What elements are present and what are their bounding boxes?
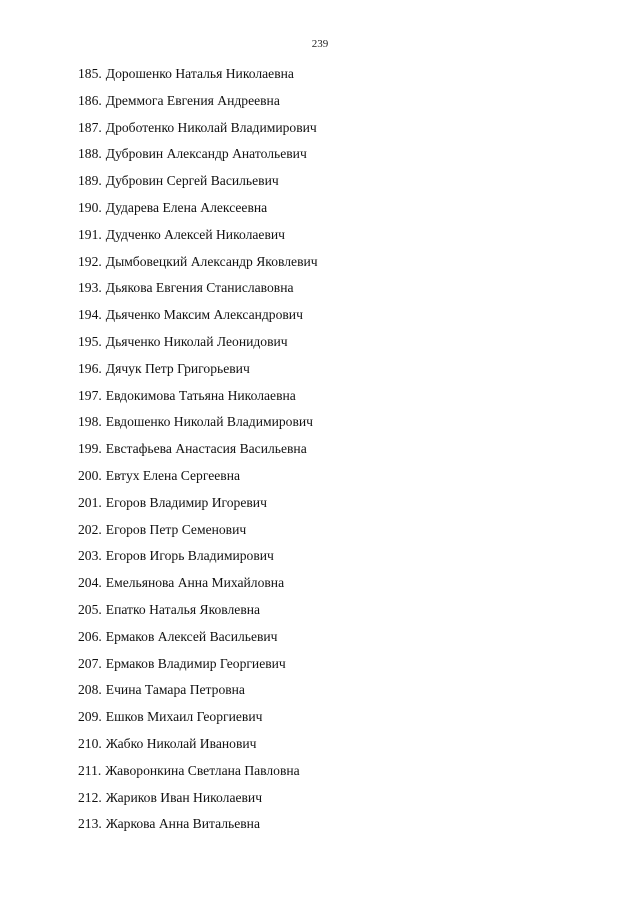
list-item bbox=[78, 468, 318, 495]
person-name: Дячук Петр Григорьевич bbox=[105, 360, 250, 376]
entry-number: 207. bbox=[78, 655, 102, 671]
person-name: Егоров Владимир Игоревич bbox=[105, 494, 267, 510]
entry-number: 193. bbox=[78, 280, 102, 296]
entry-number: 206. bbox=[78, 628, 102, 644]
person-name: Жаворонкина Светлана Павловна bbox=[105, 762, 300, 778]
person-name: Дорошенко Наталья Николаевна bbox=[105, 66, 294, 81]
entry-number: 212. bbox=[78, 789, 102, 805]
list-item bbox=[78, 736, 318, 763]
list-item bbox=[78, 709, 318, 736]
person-name: Дубровин Сергей Васильевич bbox=[105, 173, 279, 189]
entry-number: 213. bbox=[78, 816, 102, 832]
person-name: Евдокимова Татьяна Николаевна bbox=[105, 387, 296, 403]
list-item bbox=[78, 763, 318, 790]
entry-number: 204. bbox=[78, 575, 102, 591]
list-item bbox=[78, 816, 318, 843]
person-name: Евтух Елена Сергеевна bbox=[105, 467, 241, 483]
list-item bbox=[78, 254, 318, 281]
person-name: Жариков Иван Николаевич bbox=[105, 789, 263, 805]
entry-number: 185. bbox=[78, 66, 102, 81]
entry-number: 195. bbox=[78, 333, 102, 349]
list-item bbox=[78, 146, 318, 173]
person-name: Егоров Петр Семенович bbox=[105, 521, 247, 537]
list-item bbox=[78, 682, 318, 709]
entry-number: 186. bbox=[78, 92, 102, 108]
list-item bbox=[78, 495, 318, 522]
list-item bbox=[78, 441, 318, 468]
person-name: Емельянова Анна Михайловна bbox=[105, 575, 285, 591]
person-name: Дударева Елена Алексеевна bbox=[105, 199, 268, 215]
entry-number: 208. bbox=[78, 682, 102, 698]
list-item bbox=[78, 334, 318, 361]
person-name: Дьяченко Николай Леонидович bbox=[105, 333, 288, 349]
person-name: Дубровин Александр Анатольевич bbox=[105, 146, 307, 162]
entry-number: 191. bbox=[78, 226, 102, 242]
entry-number: 199. bbox=[78, 441, 102, 457]
list-item bbox=[78, 602, 318, 629]
entry-number: 189. bbox=[78, 173, 102, 189]
entry-number: 187. bbox=[78, 119, 102, 135]
list-item bbox=[78, 790, 318, 817]
list-item bbox=[78, 227, 318, 254]
page-number: 239 bbox=[311, 38, 329, 50]
list-item bbox=[78, 280, 318, 307]
entry-number: 211. bbox=[78, 762, 102, 778]
entry-number: 205. bbox=[78, 601, 102, 617]
entry-number: 198. bbox=[78, 414, 102, 430]
list-item bbox=[78, 173, 318, 200]
person-name: Ермаков Владимир Георгиевич bbox=[105, 655, 286, 671]
person-name: Дьяченко Максим Александрович bbox=[105, 307, 303, 323]
person-name: Дьякова Евгения Станиславовна bbox=[105, 280, 294, 296]
list-item bbox=[78, 656, 318, 683]
person-name: Евстафьева Анастасия Васильевна bbox=[105, 441, 307, 457]
person-name: Епатко Наталья Яковлевна bbox=[105, 601, 261, 617]
list-item bbox=[78, 307, 318, 334]
person-name: Ешков Михаил Георгиевич bbox=[105, 709, 263, 725]
person-name: Жаркова Анна Витальевна bbox=[105, 816, 260, 832]
list-item bbox=[78, 548, 318, 575]
person-name: Жабко Николай Иванович bbox=[105, 735, 257, 751]
person-name: Дымбовецкий Александр Яковлевич bbox=[105, 253, 318, 269]
entry-number: 190. bbox=[78, 199, 102, 215]
list-item bbox=[78, 120, 318, 147]
list-item bbox=[78, 200, 318, 227]
person-name: Егоров Игорь Владимирович bbox=[105, 548, 274, 564]
entry-number: 210. bbox=[78, 735, 102, 751]
list-item bbox=[78, 629, 318, 656]
person-name: Евдошенко Николай Владимирович bbox=[105, 414, 313, 430]
person-name: Ермаков Алексей Васильевич bbox=[105, 628, 278, 644]
list-item bbox=[78, 66, 318, 93]
person-name: Ечина Тамара Петровна bbox=[105, 682, 245, 698]
list-item bbox=[78, 361, 318, 388]
list-item bbox=[78, 93, 318, 120]
list-item bbox=[78, 575, 318, 602]
entry-number: 196. bbox=[78, 360, 102, 376]
entry-number: 209. bbox=[78, 709, 102, 725]
list-item bbox=[78, 522, 318, 549]
name-list bbox=[78, 66, 318, 843]
person-name: Дроботенко Николай Владимирович bbox=[105, 119, 317, 135]
list-item bbox=[78, 414, 318, 441]
entry-number: 201. bbox=[78, 494, 102, 510]
entry-number: 200. bbox=[78, 467, 102, 483]
list-item bbox=[78, 388, 318, 415]
person-name: Дудченко Алексей Николаевич bbox=[105, 226, 285, 242]
entry-number: 192. bbox=[78, 253, 102, 269]
entry-number: 194. bbox=[78, 307, 102, 323]
person-name: Дреммога Евгения Андреевна bbox=[105, 92, 280, 108]
entry-number: 188. bbox=[78, 146, 102, 162]
entry-number: 197. bbox=[78, 387, 102, 403]
entry-number: 202. bbox=[78, 521, 102, 537]
entry-number: 203. bbox=[78, 548, 102, 564]
